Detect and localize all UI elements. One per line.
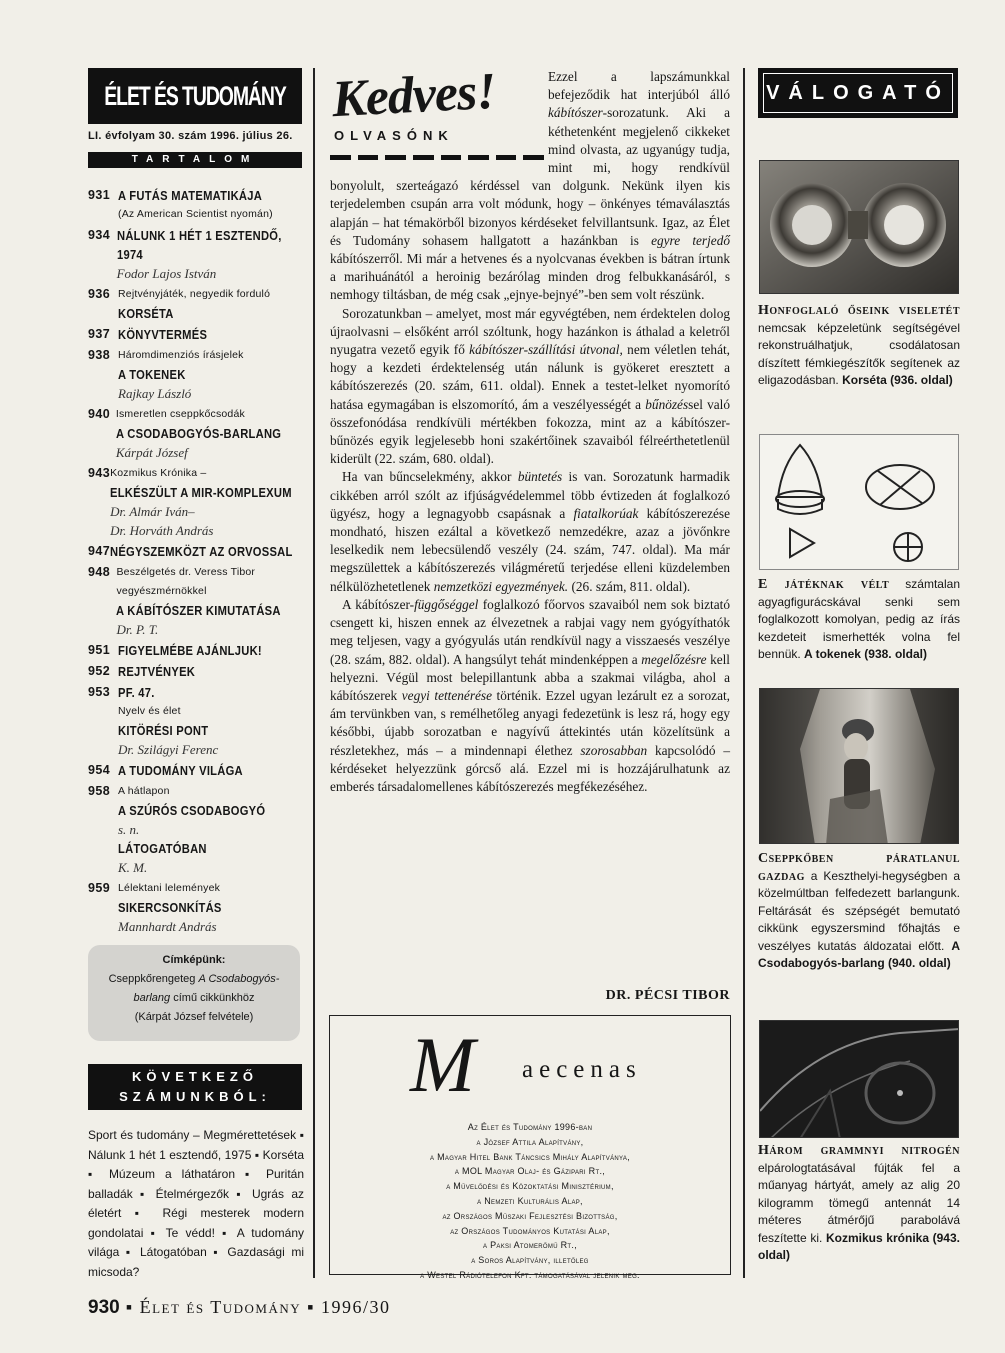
- toc-title: REJTVÉNYEK: [118, 664, 196, 679]
- toc-entry: [88, 285, 308, 323]
- toc-entry: [88, 405, 308, 462]
- toc-note: Kozmikus Krónika –: [110, 467, 207, 479]
- toc-note: (Az American Scientist nyomán): [118, 208, 273, 220]
- sponsor-list: [330, 1120, 730, 1283]
- caption-antenna: [758, 1142, 960, 1265]
- toc-author: Mannhardt András: [118, 919, 217, 934]
- sponsor-line: a Nemzeti Kulturális Alap,: [477, 1195, 583, 1206]
- toc-author: K. M.: [118, 860, 148, 875]
- next-issue-heading: KÖVETKEZŐ SZÁMUNKBÓL:: [88, 1064, 302, 1110]
- contents-label: TARTALOM: [88, 152, 302, 168]
- toc-title: ELKÉSZÜLT A MIR-KOMPLEXUM: [110, 485, 292, 500]
- cover-note-line-3: (Kárpát József felvétele): [134, 1011, 254, 1023]
- toc-page-number: 940: [88, 407, 111, 421]
- caption-cave: [758, 850, 960, 973]
- photo-antenna: [759, 1020, 959, 1138]
- toc-entry: [88, 782, 308, 877]
- toc-title: NÁLUNK 1 HÉT 1 ESZTENDŐ,: [116, 228, 282, 243]
- cover-note-line-1: Cseppkőrengeteg A Csodabogyós-: [108, 973, 280, 985]
- toc-entry: [88, 325, 308, 344]
- toc-author: Kárpát József: [115, 445, 188, 460]
- column-rule-left: [313, 68, 315, 1278]
- sponsor-line: a Magyar Hitel Bank Táncsics Mihály Alapítványa,: [430, 1151, 630, 1162]
- toc-page-number: 934: [88, 228, 111, 242]
- caption-text: számtalan agyagfigurácskával senki sem foglalkozott komolyan, pedig az írás kezdeteit ismerhették volna fel bennük.: [758, 577, 960, 661]
- footer-magazine: Élet és Tudomány: [139, 1297, 302, 1317]
- caption-lead: E játéknak vélt: [758, 577, 890, 592]
- toc-entry: [88, 226, 308, 283]
- toc-page-number: 931: [88, 188, 111, 202]
- toc-title: SIKERCSONKÍTÁS: [118, 900, 222, 915]
- toc-page-number: 954: [88, 763, 111, 777]
- sponsor-line: a Paksi Atomerőmű Rt.,: [482, 1240, 577, 1251]
- antenna-image: [760, 1021, 959, 1138]
- toc-note: Ismeretlen cseppkőcsodák: [115, 408, 245, 420]
- toc-note: Beszélgetés dr. Veress Tibor: [116, 566, 256, 578]
- editorial-subheading: OLVASÓNK: [334, 128, 454, 143]
- maecenas-box: [329, 1015, 731, 1280]
- toc-entry: [88, 879, 308, 936]
- toc-title: A TOKENEK: [118, 367, 186, 382]
- caption-lead: Három grammnyi nitrogén: [758, 1143, 960, 1158]
- caption-text: nemcsak képzeletünk segítségével rekonstruálhatjuk, csodálatosan díszített fémkiegészítők segítenek az eligazodásban.: [758, 320, 960, 387]
- next-issue-text: Sport és tudomány – Megmérettetések ▪ Nálunk 1 hét 1 esztendő, 1975 ▪ Korséta ▪ Múzeum a láthatáron ▪ Puritán balladák ▪ Ételmérgezők ▪ Ugrás az életért ▪ Régi mesterek modern gondolatai ▪ Te védd! ▪ A tudomány világa ▪ Látogatóban ▪ Gazdasági mi micsoda?: [88, 1128, 304, 1279]
- footer-separator: ▪: [307, 1297, 316, 1317]
- ornaments-image: [760, 161, 959, 294]
- maecenas-word: aecenas: [522, 1056, 642, 1083]
- cover-note: [88, 945, 300, 1041]
- sponsor-line: a MOL Magyar Olaj- és Gázipari Rt.,: [454, 1166, 606, 1177]
- toc-page-number: 958: [88, 784, 111, 798]
- toc-page-number: 938: [88, 348, 111, 362]
- toc-author: Dr. P. T.: [116, 622, 159, 637]
- caption-text: a Keszthelyi-hegységben a közelmúltban felfedezett barlangunk. Feltárását és szépségét bemutató cikkünk egyszersmind főhajtás e veszélyes kutatás áldozatai előtt.: [758, 868, 960, 953]
- toc-title: LÁTOGATÓBAN: [118, 841, 207, 856]
- editorial-heading: Kedves!: [330, 62, 497, 129]
- caption-lead: Cseppkőben páratlanul gazdag: [758, 851, 960, 884]
- paragraph-2: Sorozatunkban – amelyet, most már egyvégtében, nem érdektelen dolog újraolvasni – elsőként arról szóltunk, hogy hazánkon is áthalad a keletről nyugatra vezető egyik fő kábítószer-szállítási útvonal, nem véletlen tehát, hogy a kezdeti érdektelenség után nálunk is gyökeret eresztett a kábítószerezés (20. szám, 611. oldal). Ennek a testet-lelket nyomorító hatása egymagában is elszomorító, ám a veszélyességét a bűnözéssel való összefonódása rendkívüli mértékben fokozza, mint az a kábítószer-bűnözés egyik legjelesebb honi szakértőinek szavaiból félreérthetetlenül kiderült (22. szám, 680. oldal).: [330, 305, 731, 467]
- paragraph-1: Ezzel a lapszámunkkal befejeződik hat interjúból álló kábítószer-sorozatunk. Aki a kéthetenként megjelenő cikkeket mind olvasta, az ugyanúgy tudja, mint mi, hogy rendkívül bonyolult, szerteágazó kérdéssel van dolgunk. Nekünk ilyen kis terjedelemben csupán arra volt módunk, hogy – önkényes témaválasztás alapján – hat témakörből bizonyos kérdéseket felvillantsunk. Igaz, az Élet és Tudomány sohasem hallgatott a hazánkban is egyre terjedő kábítószerről. Mi már a hetvenes és a nyolcvanas években is bátran írtunk a marihuánától a heroinig bezárólag minden drog felbukkanásáról, s nemhogy tiltásban, de még csak „ejnye-bejnyé”-ben sem volt részünk.: [330, 69, 730, 303]
- toc-note: A hátlapon: [118, 785, 170, 797]
- caption-reference: Korséta (936. oldal): [842, 373, 953, 387]
- column-rule-right: [743, 68, 745, 1278]
- photo-cave: [759, 688, 959, 844]
- toc-note: Háromdimenziós írásjelek: [118, 349, 244, 361]
- cover-note-line-2: barlang című cikkünkhöz: [133, 992, 255, 1004]
- sponsor-line: Az Élet és Tudomány 1996-ban: [467, 1122, 593, 1132]
- toc-page-number: 936: [88, 287, 111, 301]
- caption-lead: Honfoglaló őseink viseletét: [758, 303, 960, 318]
- caption-text: elpárologtatásával fújták fel a műanyag hártyát, amely az alig 20 kilogramm tömegű antennát 14 méteres átmérőjű parabolává feszítette ki.: [758, 1160, 960, 1245]
- sponsor-line: az Országos Tudományos Kutatási Alap,: [450, 1225, 610, 1236]
- toc-title: KITÖRÉSI PONT: [118, 723, 209, 738]
- masthead-title: ÉLET ÉS TUDOMÁNY: [104, 80, 286, 111]
- toc-title: A TUDOMÁNY VILÁGA: [118, 763, 243, 778]
- sponsor-line: az Országos Műszaki Fejlesztési Bizottság,: [442, 1210, 618, 1221]
- toc-entry: [88, 683, 308, 759]
- toc-note: Rejtvényjáték, negyedik forduló: [118, 288, 271, 300]
- toc-entry: [88, 761, 308, 780]
- paragraph-4: A kábítószer-függőséggel foglalkozó főorvos szavaiból nem sok biztató csengett ki, hiszen ennek az élvezetnek a rabjai vagy nem gyógyíthatók meg teljesen, vagy a gyógyulás után rendkívül nagy a visszaesés veszélye (28. szám, 882. oldal). A hangsúlyt tehát mindenképpen a megelőzésre kell helyezni. Végül most belepillantunk abba a szakmai világba, ahol a kábítószerek vegyi tettenérése történik. Ezzel ugyan lezárult ez a sorozat, ám tervünkben van, s remélhetőleg anyagi fedezetünk is lesz rá, hogy egy későbbi, újabb sorozatban e nagyívű áttekintés után közelítsünk a részletekhez, más – a mindennapi élethez szorosabban kapcsolódó – kérdéseket helyezzünk górcső alá. Ezzel mi is hozzájárulhatunk az emberés társadalomellenes kábítószerezés megfékezéséhez.: [330, 596, 731, 794]
- toc-entry: [88, 542, 308, 561]
- cover-note-title: Címképünk:: [162, 954, 226, 966]
- toc-title: 1974: [116, 247, 143, 262]
- toc-page-number: 947: [88, 544, 111, 558]
- footer-separator: ▪: [125, 1297, 134, 1317]
- masthead: [88, 68, 302, 124]
- photo-tokens: [759, 434, 959, 570]
- editorial-article: [330, 68, 730, 796]
- toc-title: KÖNYVTERMÉS: [118, 327, 208, 342]
- toc-page-number: 937: [88, 327, 111, 341]
- caption-reference: A tokenek (938. oldal): [804, 647, 927, 661]
- toc-entry: [88, 641, 308, 660]
- cave-image: [760, 689, 959, 844]
- tokens-drawing: [760, 435, 959, 570]
- toc-page-number: 948: [88, 565, 111, 579]
- toc-entry: [88, 186, 308, 224]
- toc-author: s. n.: [118, 822, 140, 837]
- paragraph-3: Ha van bűncselekmény, akkor büntetés is van. Sorozatunk harmadik cikkében arról szólt az ifjúságvédelemmel több évtizeden át foglalkozó ügyész, hogy a legnagyobb csapásnak a fiatalkorúak kábítószerezése mondható, hiszen ezáltal a következő nemzedékre, azaz a jövőnkre leselkedik nem lebecsülendő veszély (24. szám, 747. oldal). Ma már megszülettek a kábítószerezés világméretű terjedése elleni küzdelemben nélkülözhetetlenek nemzetközi egyezmények. (26. szám, 811. oldal).: [330, 469, 731, 594]
- page-number: 930: [88, 1297, 120, 1318]
- toc-title: NÉGYSZEMKÖZT AZ ORVOSSAL: [110, 544, 293, 559]
- toc-title: A SZÚRÓS CSODABOGYÓ: [118, 803, 266, 818]
- toc-author: Dr. Almár Iván–: [110, 504, 195, 519]
- sponsor-line: a József Attila Alapítvány,: [476, 1136, 584, 1147]
- toc-entry: [88, 464, 308, 540]
- toc-title: KORSÉTA: [118, 306, 174, 321]
- toc-title: A FUTÁS MATEMATIKÁJA: [118, 188, 263, 203]
- maecenas-initial: M: [410, 1021, 475, 1108]
- toc-note: Lélektani lelemények: [118, 882, 221, 894]
- toc-author: Fodor Lajos István: [116, 266, 217, 281]
- valogato-heading: VÁLOGATÓ: [758, 68, 958, 118]
- sponsor-line: a Soros Alapítvány, illetőleg: [471, 1255, 589, 1266]
- toc-page-number: 953: [88, 685, 111, 699]
- table-of-contents: [88, 186, 308, 938]
- toc-author: Dr. Szilágyi Ferenc: [118, 742, 219, 757]
- toc-entry: [88, 563, 308, 639]
- photo-ornaments: [759, 160, 959, 294]
- toc-author: Dr. Horváth András: [110, 523, 214, 538]
- sponsor-line: a Westel Rádiótelefon Kft. támogatásával jelenik meg.: [420, 1269, 640, 1280]
- issue-line: LI. évfolyam 30. szám 1996. július 26.: [88, 130, 293, 142]
- toc-title: A CSODABOGYÓS-BARLANG: [115, 426, 282, 441]
- toc-title: FIGYELMÉBE AJÁNLJUK!: [118, 643, 262, 658]
- footer-issue: 1996/30: [321, 1297, 391, 1317]
- toc-page-number: 943: [88, 466, 111, 480]
- sponsor-line: a Művelődési és Közoktatási Minisztérium,: [446, 1181, 614, 1192]
- toc-page-number: 952: [88, 664, 111, 678]
- caption-ornaments: [758, 302, 960, 390]
- editorial-signature: DR. PÉCSI TIBOR: [605, 988, 730, 1003]
- page-footer: [88, 1297, 391, 1319]
- toc-note: vegyészmérnökkel: [116, 585, 207, 597]
- toc-entry: [88, 346, 308, 403]
- toc-page-number: 951: [88, 643, 111, 657]
- toc-title: PF. 47.: [118, 685, 155, 700]
- toc-title: A KÁBÍTÓSZER KIMUTATÁSA: [116, 603, 282, 618]
- caption-tokens: [758, 576, 960, 664]
- caption-reference: A Csodabogyós-barlang (940. oldal): [758, 938, 960, 970]
- toc-entry: [88, 662, 308, 681]
- toc-note: Nyelv és élet: [118, 705, 181, 717]
- caption-reference: Kozmikus krónika (943. oldal): [758, 1230, 960, 1262]
- toc-author: Rajkay László: [118, 386, 192, 401]
- toc-page-number: 959: [88, 881, 111, 895]
